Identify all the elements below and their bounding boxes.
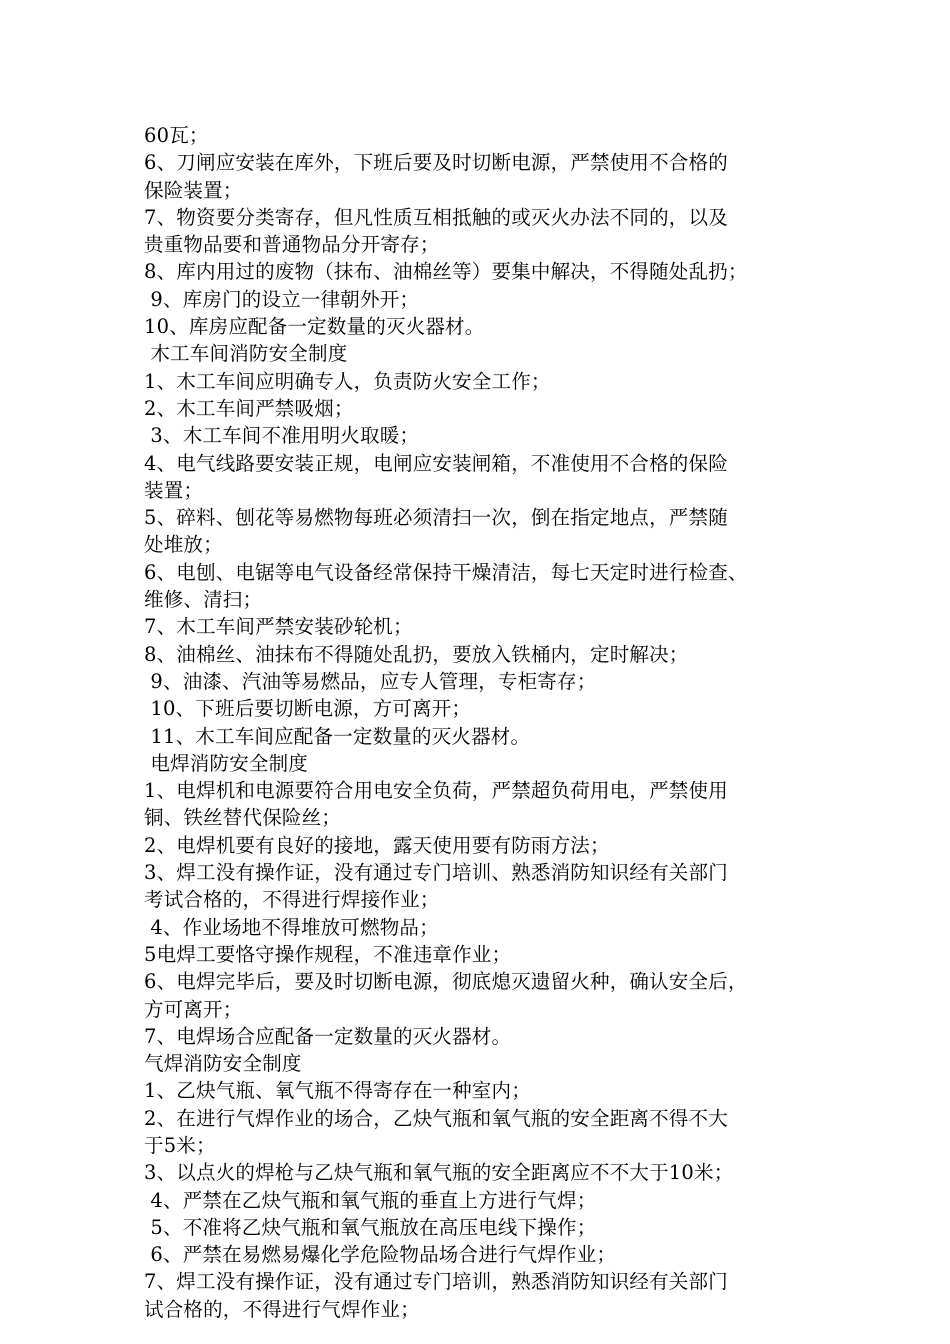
text-line: 5、不准将乙炔气瓶和氧气瓶放在高压电线下操作； xyxy=(144,1215,597,1239)
text-line: 10、库房应配备一定数量的灭火器材。 xyxy=(144,315,485,339)
text-line: 4、严禁在乙炔气瓶和氧气瓶的垂直上方进行气焊； xyxy=(144,1188,597,1212)
text-line: 3、木工车间不准用明火取暖； xyxy=(144,424,420,448)
text-line: 6、刀闸应安装在库外，下班后要及时切断电源，严禁使用不合格的 xyxy=(144,151,728,175)
text-line: 1、乙炔气瓶、氧气瓶不得寄存在一种室内； xyxy=(144,1079,531,1103)
text-line: 8、油棉丝、油抹布不得随处乱扔，要放入铁桶内，定时解决； xyxy=(144,642,689,666)
text-line: 9、库房门的设立一律朝外开； xyxy=(144,287,420,311)
text-line: 试合格的，不得进行气焊作业； xyxy=(144,1297,420,1321)
text-line: 6、电刨、电锯等电气设备经常保持干燥清洁，每七天定时进行检查、 xyxy=(144,560,748,584)
text-line: 11、木工车间应配备一定数量的灭火器材。 xyxy=(144,724,531,748)
text-line: 7、木工车间严禁安装砂轮机； xyxy=(144,615,413,639)
text-line: 3、焊工没有操作证，没有通过专门培训、熟悉消防知识经有关部门 xyxy=(144,861,728,885)
text-line: 7、电焊场合应配备一定数量的灭火器材。 xyxy=(144,1024,512,1048)
text-line: 4、电气线路要安装正规，电闸应安装闸箱，不准使用不合格的保险 xyxy=(144,451,728,475)
text-line: 6、严禁在易燃易爆化学危险物品场合进行气焊作业； xyxy=(144,1243,617,1267)
text-line: 10、下班后要切断电源，方可离开； xyxy=(144,697,472,721)
text-line: 7、物资要分类寄存，但凡性质互相抵触的或灭火办法不同的，以及 xyxy=(144,205,728,229)
text-line: 于5米； xyxy=(144,1133,216,1157)
text-line: 3、以点火的焊枪与乙炔气瓶和氧气瓶的安全距离应不不大于10米； xyxy=(144,1161,734,1185)
text-line: 5、碎料、刨花等易燃物每班必须清扫一次，倒在指定地点，严禁随 xyxy=(144,506,728,530)
section-heading: 气焊消防安全制度 xyxy=(144,1052,302,1076)
text-line: 1、木工车间应明确专人，负责防火安全工作； xyxy=(144,369,551,393)
text-line: 9、油漆、汽油等易燃品，应专人管理，专柜寄存； xyxy=(144,669,597,693)
text-line: 装置； xyxy=(144,478,204,502)
section-heading: 电焊消防安全制度 xyxy=(144,751,308,775)
text-line: 2、在进行气焊作业的场合，乙炔气瓶和氧气瓶的安全距离不得不大 xyxy=(144,1106,728,1130)
text-line: 方可离开； xyxy=(144,997,243,1021)
text-line: 铜、铁丝替代保险丝； xyxy=(144,806,342,830)
document-body xyxy=(144,122,834,1323)
text-line: 维修、清扫； xyxy=(144,588,263,612)
text-line: 2、木工车间严禁吸烟； xyxy=(144,396,354,420)
section-heading: 木工车间消防安全制度 xyxy=(144,342,348,366)
text-line: 5电焊工要恪守操作规程，不准违章作业； xyxy=(144,942,512,966)
text-line: 7、焊工没有操作证，没有通过专门培训，熟悉消防知识经有关部门 xyxy=(144,1270,728,1294)
text-line: 60瓦； xyxy=(144,124,209,147)
text-line: 2、电焊机要有良好的接地，露天使用要有防雨方法； xyxy=(144,833,610,857)
text-line: 8、库内用过的废物（抹布、油棉丝等）要集中解决，不得随处乱扔； xyxy=(144,260,748,284)
text-line: 保险装置； xyxy=(144,178,243,202)
text-line: 贵重物品要和普通物品分开寄存； xyxy=(144,233,440,257)
text-line: 1、电焊机和电源要符合用电安全负荷，严禁超负荷用电，严禁使用 xyxy=(144,779,728,803)
text-line: 处堆放； xyxy=(144,533,223,557)
text-line: 考试合格的，不得进行焊接作业； xyxy=(144,888,440,912)
text-line: 4、作业场地不得堆放可燃物品； xyxy=(144,915,439,939)
text-line: 6、电焊完毕后，要及时切断电源，彻底熄灭遗留火种，确认安全后， xyxy=(144,970,748,994)
